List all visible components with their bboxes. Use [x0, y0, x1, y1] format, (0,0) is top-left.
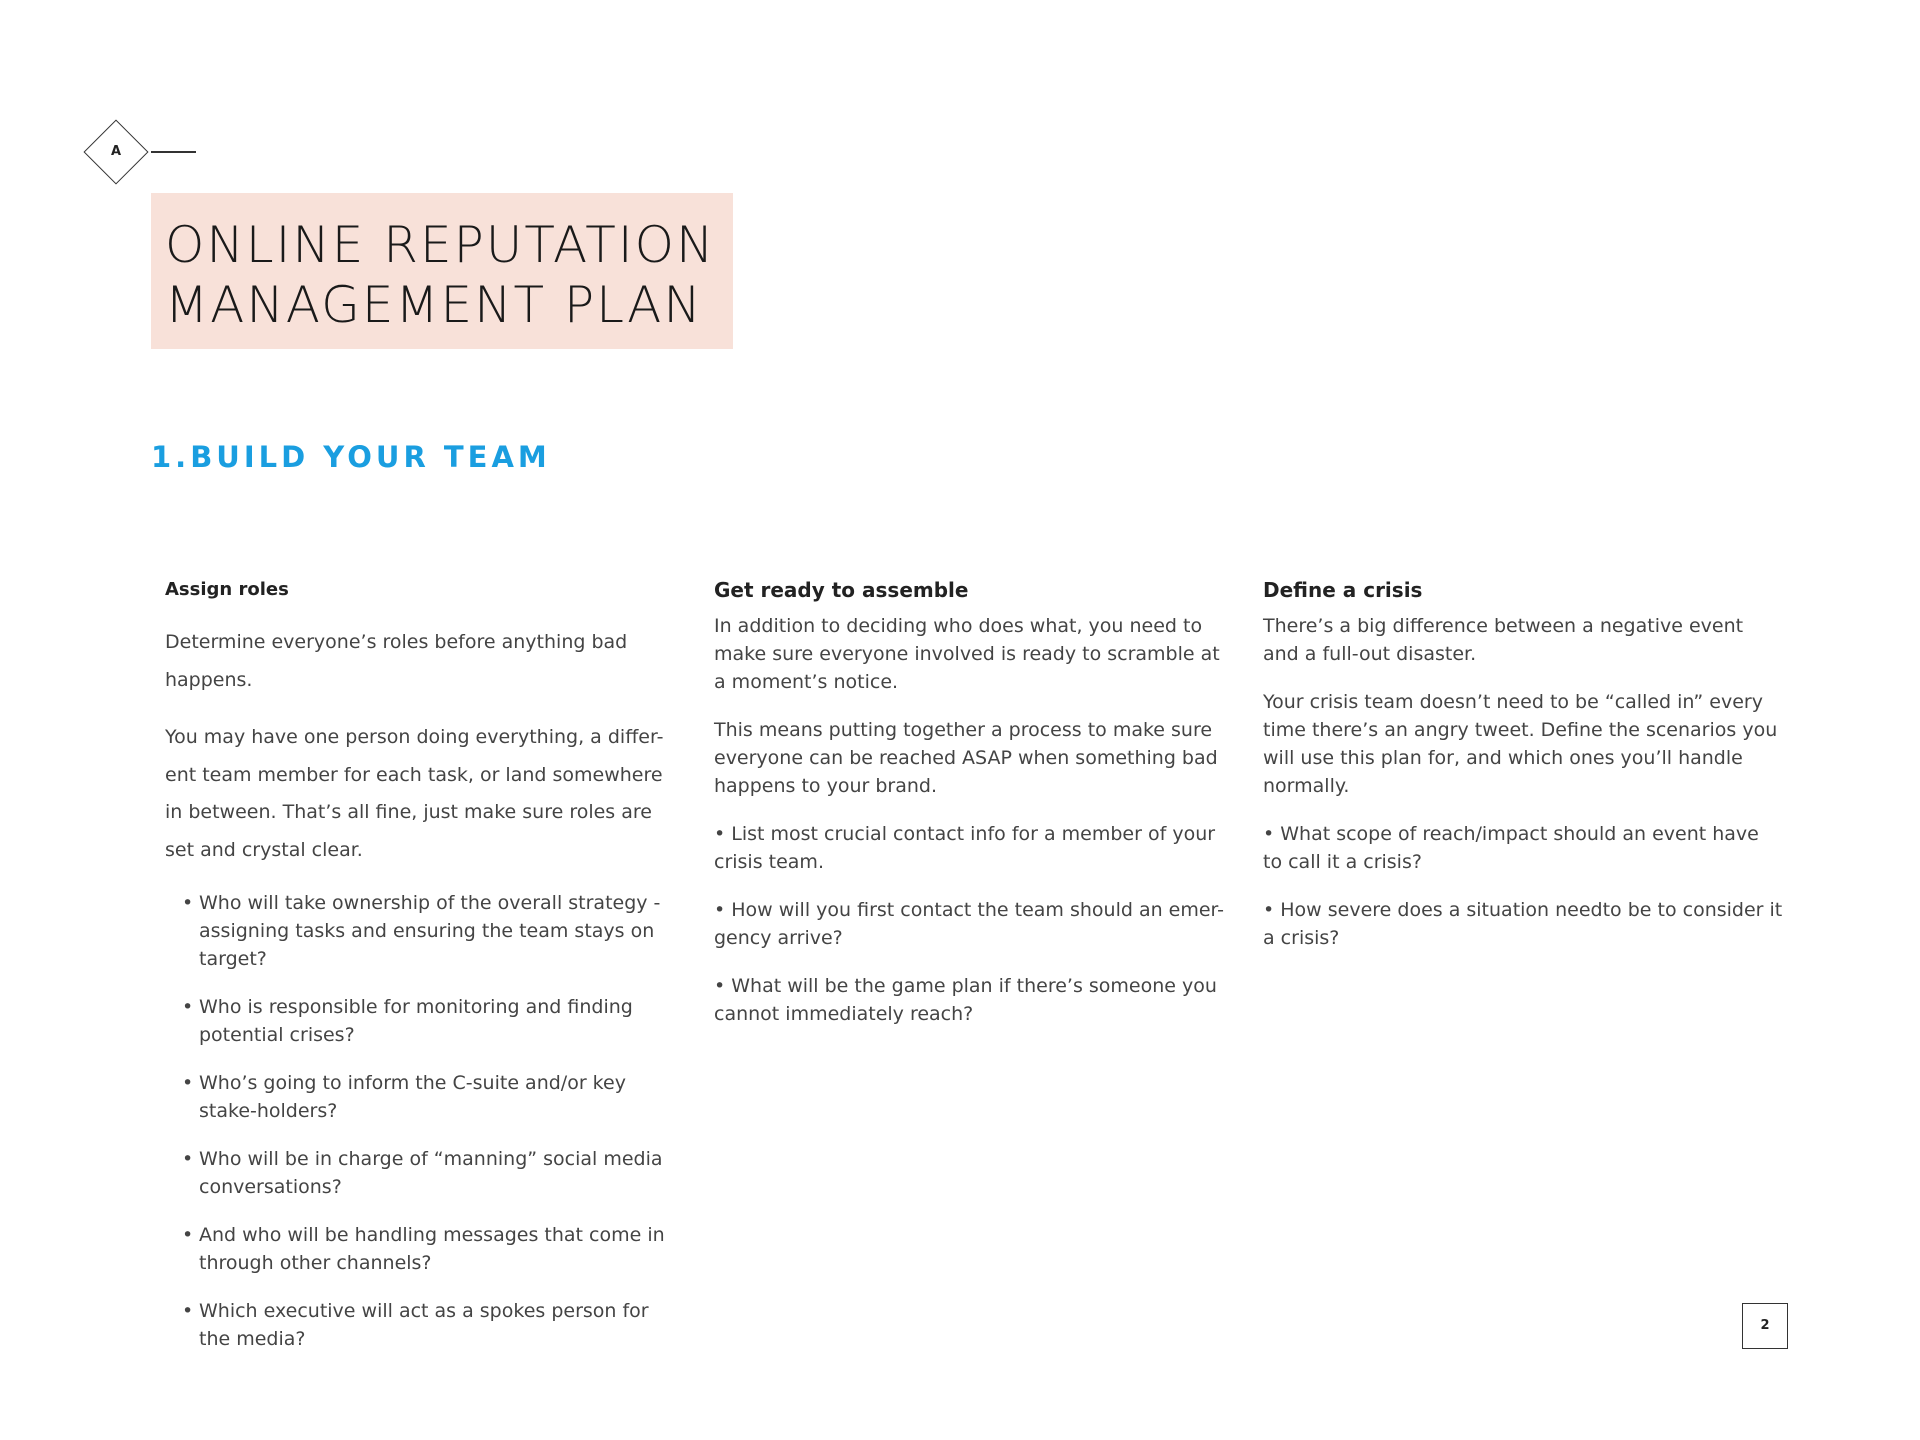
list-item-text: Who will be in charge of “manning” social media conversations? [199, 1148, 663, 1198]
marker-line [151, 151, 196, 153]
column-title: Get ready to assemble [714, 578, 969, 602]
title-box [151, 193, 733, 349]
paragraph: In addition to deciding who does what, you need to make sure everyone involved is ready to scramble at a moment’s notice. [714, 615, 1220, 693]
paragraph: Determine everyone’s roles before anything bad happens. [165, 631, 628, 691]
list-item [165, 1221, 685, 1277]
list-item [165, 889, 685, 973]
section-letter: A [110, 144, 122, 159]
bullet-icon: • [182, 1224, 194, 1246]
bullet-icon: • [182, 1300, 194, 1322]
bullet-icon: • [182, 996, 194, 1018]
section-heading: 1.BUILD YOUR TEAM [151, 440, 551, 474]
list-item [165, 1297, 685, 1353]
list-item-text: And who will be handling messages that come in through other channels? [199, 1224, 665, 1274]
title-line-2: MANAGEMENT PLAN [165, 276, 703, 334]
section-marker [81, 117, 151, 187]
list-item-text: Who will take ownership of the overall strategy - assigning tasks and ensuring the team stays on target? [199, 892, 661, 970]
bullet-icon: • [182, 1072, 194, 1094]
column-assign-roles [165, 574, 685, 1373]
paragraph: This means putting together a process to make sure everyone can be reached ASAP when something bad happens to your brand. [714, 719, 1218, 797]
column-get-ready [714, 574, 1234, 1048]
bullet-icon: • [182, 1148, 194, 1170]
paragraph: Your crisis team doesn’t need to be “called in” every time there’s an angry tweet. Define the scenarios you will use this plan for, and which ones you’ll handle normally. [1263, 691, 1778, 797]
bullet-icon: • [182, 892, 194, 914]
list-item-text: Who is responsible for monitoring and finding potential crises? [199, 996, 633, 1046]
column-title: Assign roles [165, 579, 289, 600]
list-item: • List most crucial contact info for a member of your crisis team. [714, 823, 1216, 873]
list-item [165, 993, 685, 1049]
title-line-1: ONLINE REPUTATION [165, 216, 716, 274]
list-item-text: Who’s going to inform the C-suite and/or key stake-holders? [199, 1072, 626, 1122]
list-item: • How severe does a situation needto be to consider it a crisis? [1263, 899, 1783, 949]
page-number: 2 [1742, 1303, 1788, 1349]
list-item: • What scope of reach/impact should an event have to call it a crisis? [1263, 823, 1759, 873]
list-item [165, 1145, 685, 1201]
paragraph: You may have one person doing everything, a differ-ent team member for each task, or land somewhere in between. That’s all fine, just make sure roles are set and crystal clear. [165, 726, 664, 861]
column-title: Define a crisis [1263, 578, 1423, 602]
column-define-crisis [1263, 574, 1783, 972]
list-item: • How will you first contact the team should an emer-gency arrive? [714, 899, 1225, 949]
list-item: • What will be the game plan if there’s someone you cannot immediately reach? [714, 975, 1217, 1025]
list-item [165, 1069, 685, 1125]
list-item-text: Which executive will act as a spokes person for the media? [199, 1300, 649, 1350]
paragraph: There’s a big difference between a negative event and a full-out disaster. [1263, 615, 1744, 665]
